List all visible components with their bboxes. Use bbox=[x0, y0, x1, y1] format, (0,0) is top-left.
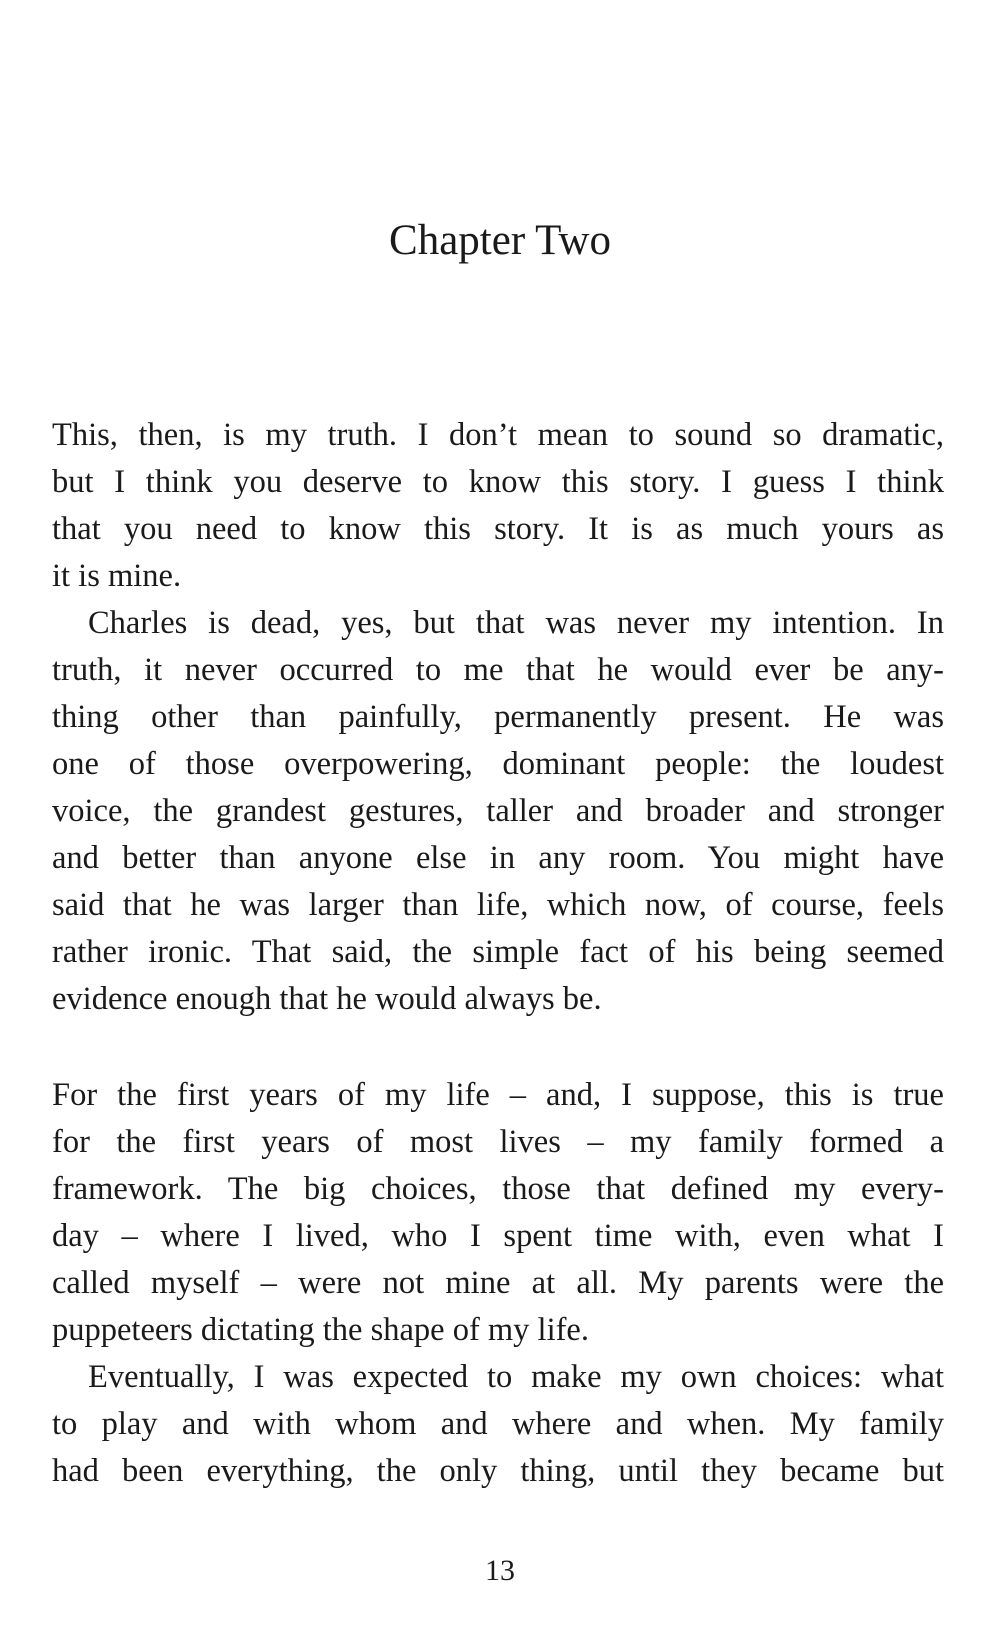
text-line: truth, it never occurred to me that he would ever be any- bbox=[52, 652, 944, 688]
text-line: for the first years of most lives – my family formed a bbox=[52, 1124, 944, 1160]
paragraph bbox=[52, 600, 944, 1023]
text-line: Eventually, I was expected to make my own choices: what bbox=[88, 1359, 944, 1395]
text-line: and better than anyone else in any room. You might have bbox=[52, 840, 944, 876]
paragraph bbox=[52, 1354, 944, 1495]
text-line: For the first years of my life – and, I suppose, this is true bbox=[52, 1077, 944, 1113]
paragraph bbox=[52, 1072, 944, 1354]
text-line: it is mine. bbox=[52, 558, 182, 594]
chapter-title: Chapter Two bbox=[389, 217, 611, 264]
text-line: Charles is dead, yes, but that was never my intention. In bbox=[88, 605, 944, 641]
text-section bbox=[52, 1072, 944, 1495]
text-line: rather ironic. That said, the simple fact of his being seemed bbox=[52, 934, 944, 970]
page-number: 13 bbox=[485, 1554, 515, 1587]
text-line: to play and with whom and where and when. My family bbox=[52, 1406, 944, 1442]
text-line: said that he was larger than life, which now, of course, feels bbox=[52, 887, 944, 923]
text-line: thing other than painfully, permanently present. He was bbox=[52, 699, 944, 735]
text-line: day – where I lived, who I spent time with, even what I bbox=[52, 1218, 944, 1254]
text-line: voice, the grandest gestures, taller and broader and stronger bbox=[52, 793, 944, 829]
text-line: evidence enough that he would always be. bbox=[52, 981, 602, 1017]
paragraph bbox=[52, 412, 944, 600]
text-line: had been everything, the only thing, until they became but bbox=[52, 1453, 944, 1489]
text-line: one of those overpowering, dominant people: the loudest bbox=[52, 746, 944, 782]
text-line: but I think you deserve to know this story. I guess I think bbox=[52, 464, 944, 500]
text-section bbox=[52, 412, 944, 1023]
text-line: This, then, is my truth. I don’t mean to sound so dramatic, bbox=[52, 417, 944, 453]
text-line: called myself – were not mine at all. My parents were the bbox=[52, 1265, 944, 1301]
text-line: framework. The big choices, those that defined my every- bbox=[52, 1171, 944, 1207]
text-line: puppeteers dictating the shape of my life. bbox=[52, 1312, 589, 1348]
text-line: that you need to know this story. It is as much yours as bbox=[52, 511, 944, 547]
